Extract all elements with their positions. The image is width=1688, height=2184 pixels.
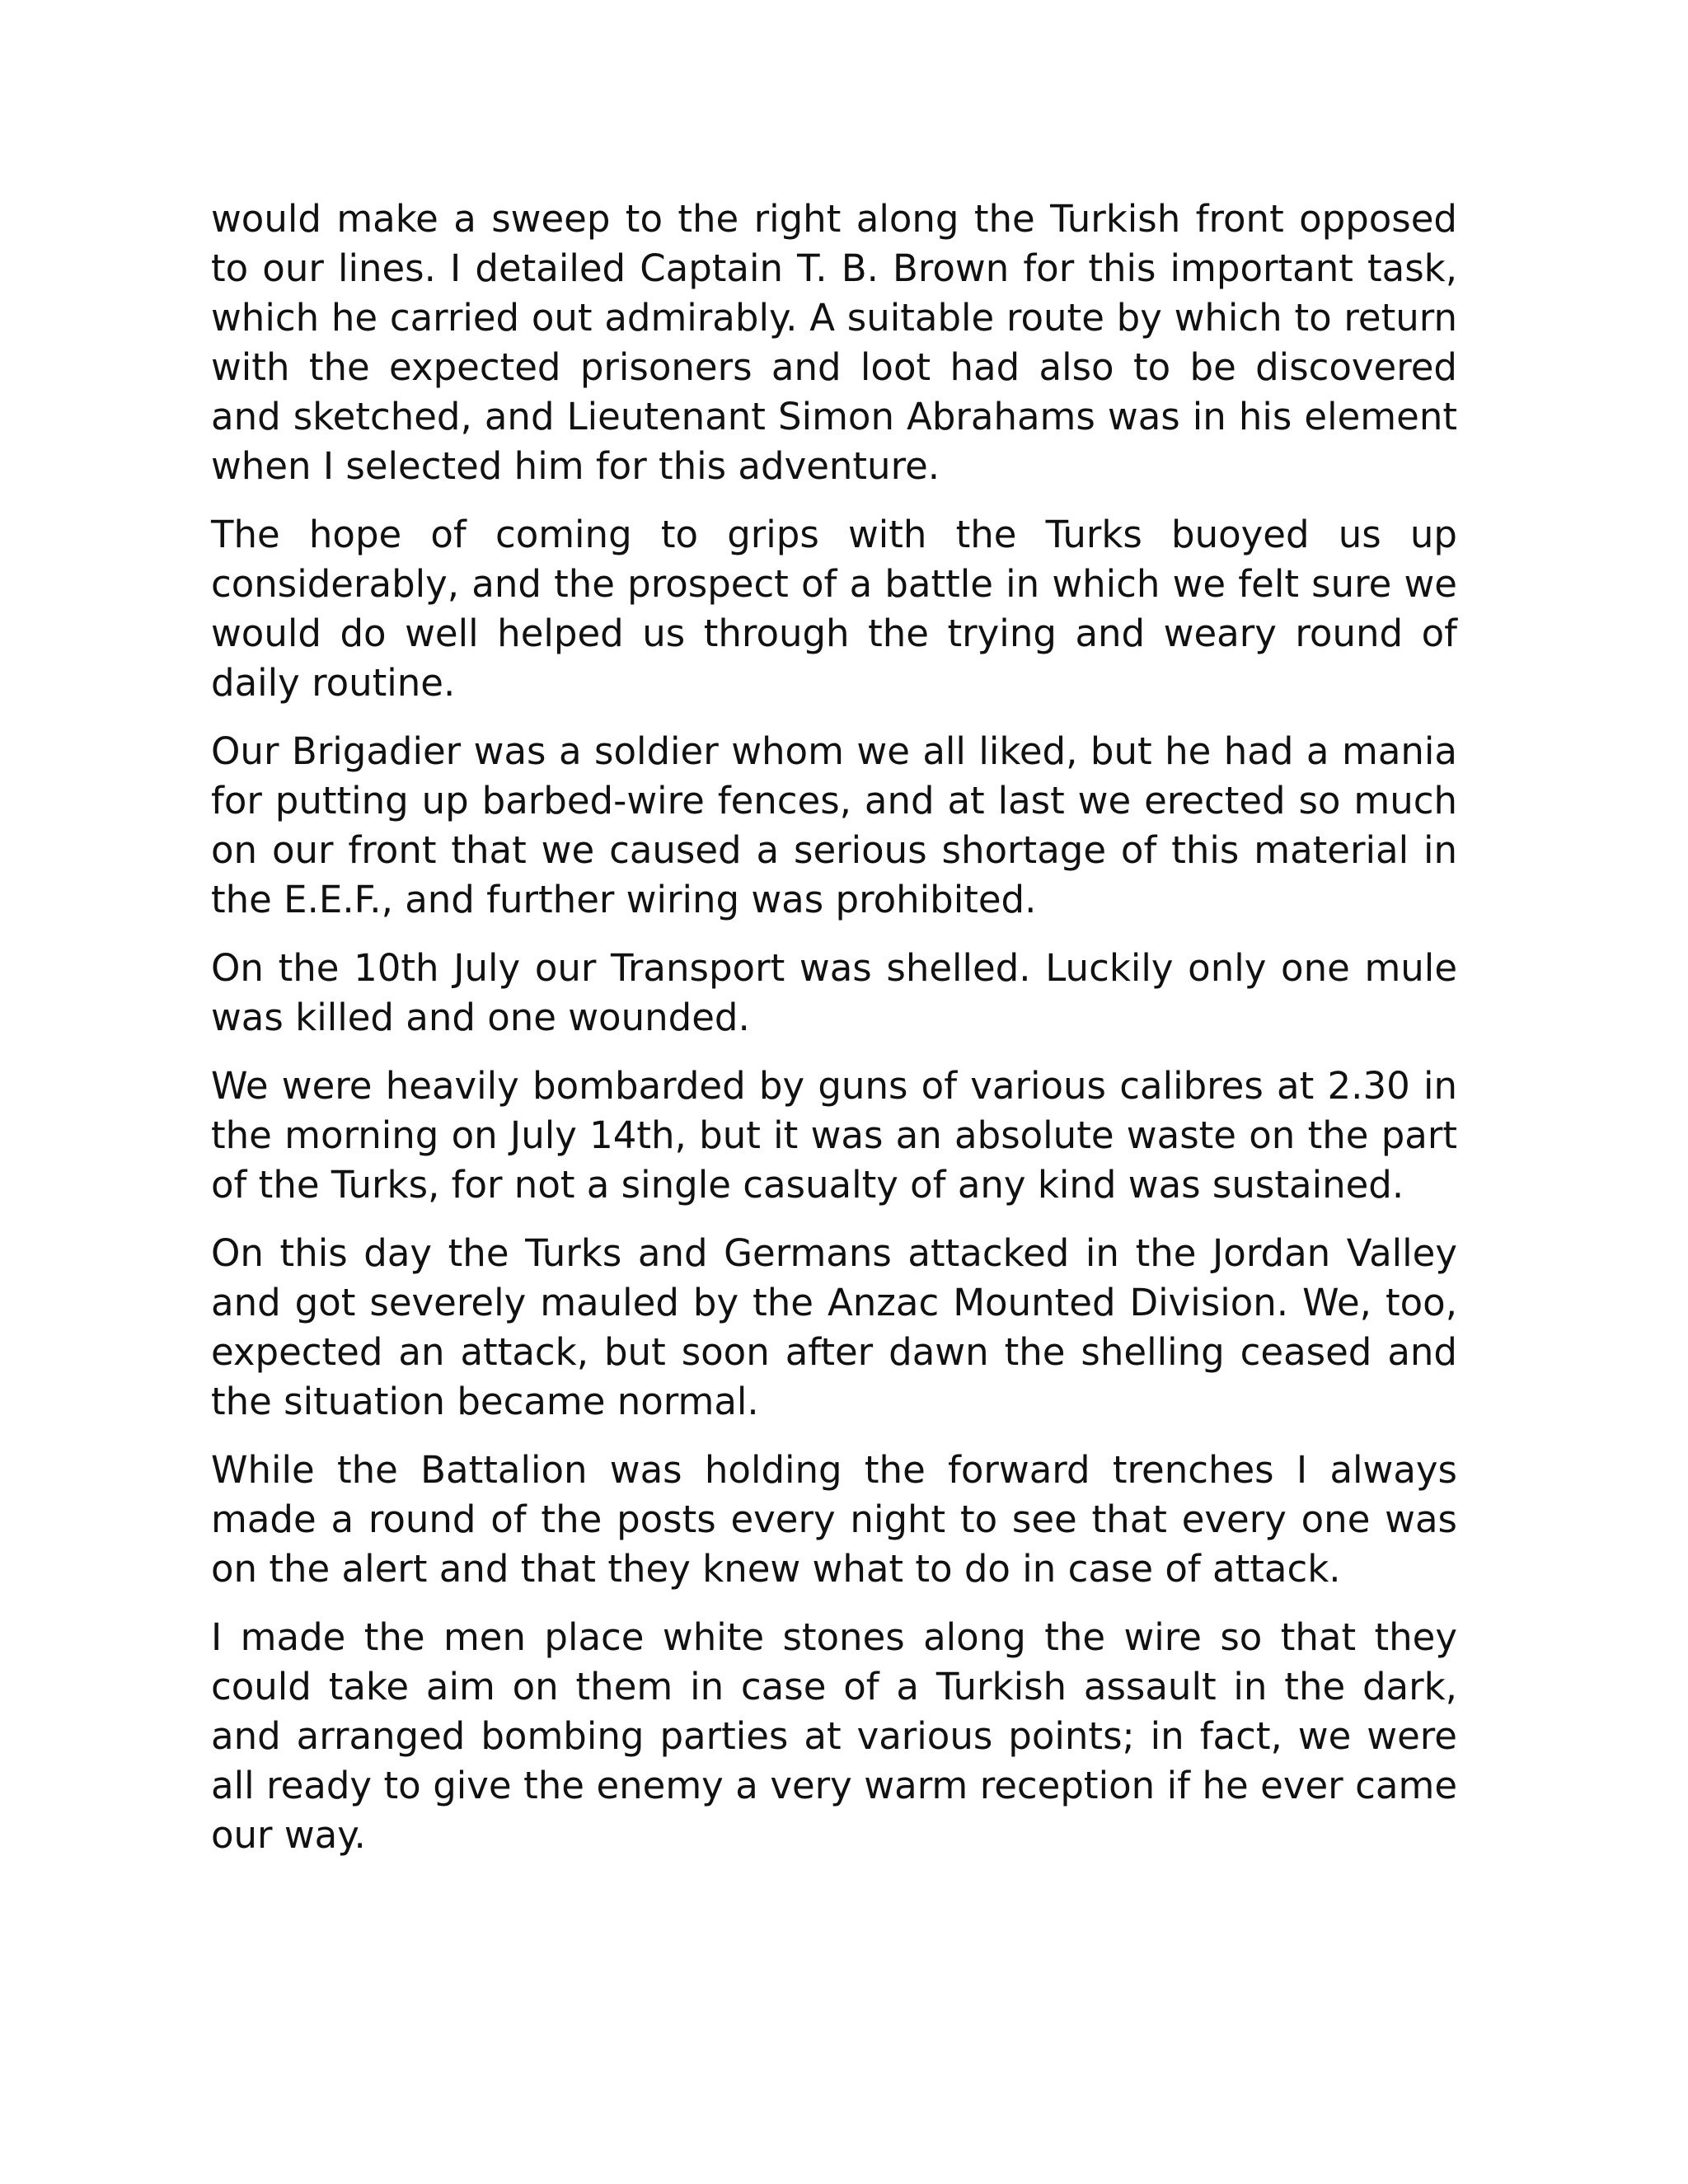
paragraph-8: I made the men place white stones along the wire so that they could take aim on them in case of a Turkish assault in the dark, and arranged bombing parties at various points; in fact, we were all ready to give the enemy a very warm reception if he ever came our way. [211, 1615, 1457, 1857]
document-body [211, 194, 1457, 1879]
paragraph-2: The hope of coming to grips with the Turks buoyed us up considerably, and the prospect of a battle in which we felt sure we would do well helped us through the trying and weary round of daily routine. [211, 513, 1457, 705]
paragraph-7: While the Battalion was holding the forward trenches I always made a round of the posts every night to see that every one was on the alert and that they knew what to do in case of attack. [211, 1448, 1457, 1591]
paragraph-5: We were heavily bombarded by guns of various calibres at 2.30 in the morning on July 14th, but it was an absolute waste on the part of the Turks, for not a single casualty of any kind was sustained. [211, 1064, 1457, 1207]
paragraph-1: would make a sweep to the right along the Turkish front opposed to our lines. I detailed Captain T. B. Brown for this important task, which he carried out admirably. A suitable route by which to return with the expected prisoners and loot had also to be discovered and sketched, and Lieutenant Simon Abrahams was in his element when I selected him for this adventure. [211, 197, 1457, 488]
paragraph-6: On this day the Turks and Germans attacked in the Jordan Valley and got severely mauled by the Anzac Mounted Division. We, too, expected an attack, but soon after dawn the shelling ceased and the situation became normal. [211, 1231, 1457, 1423]
paragraph-4: On the 10th July our Transport was shelled. Luckily only one mule was killed and one wounded. [211, 946, 1457, 1039]
paragraph-3: Our Brigadier was a soldier whom we all liked, but he had a mania for putting up barbed-wire fences, and at last we erected so much on our front that we caused a serious shortage of this material in the E.E.F., and further wiring was prohibited. [211, 729, 1457, 921]
